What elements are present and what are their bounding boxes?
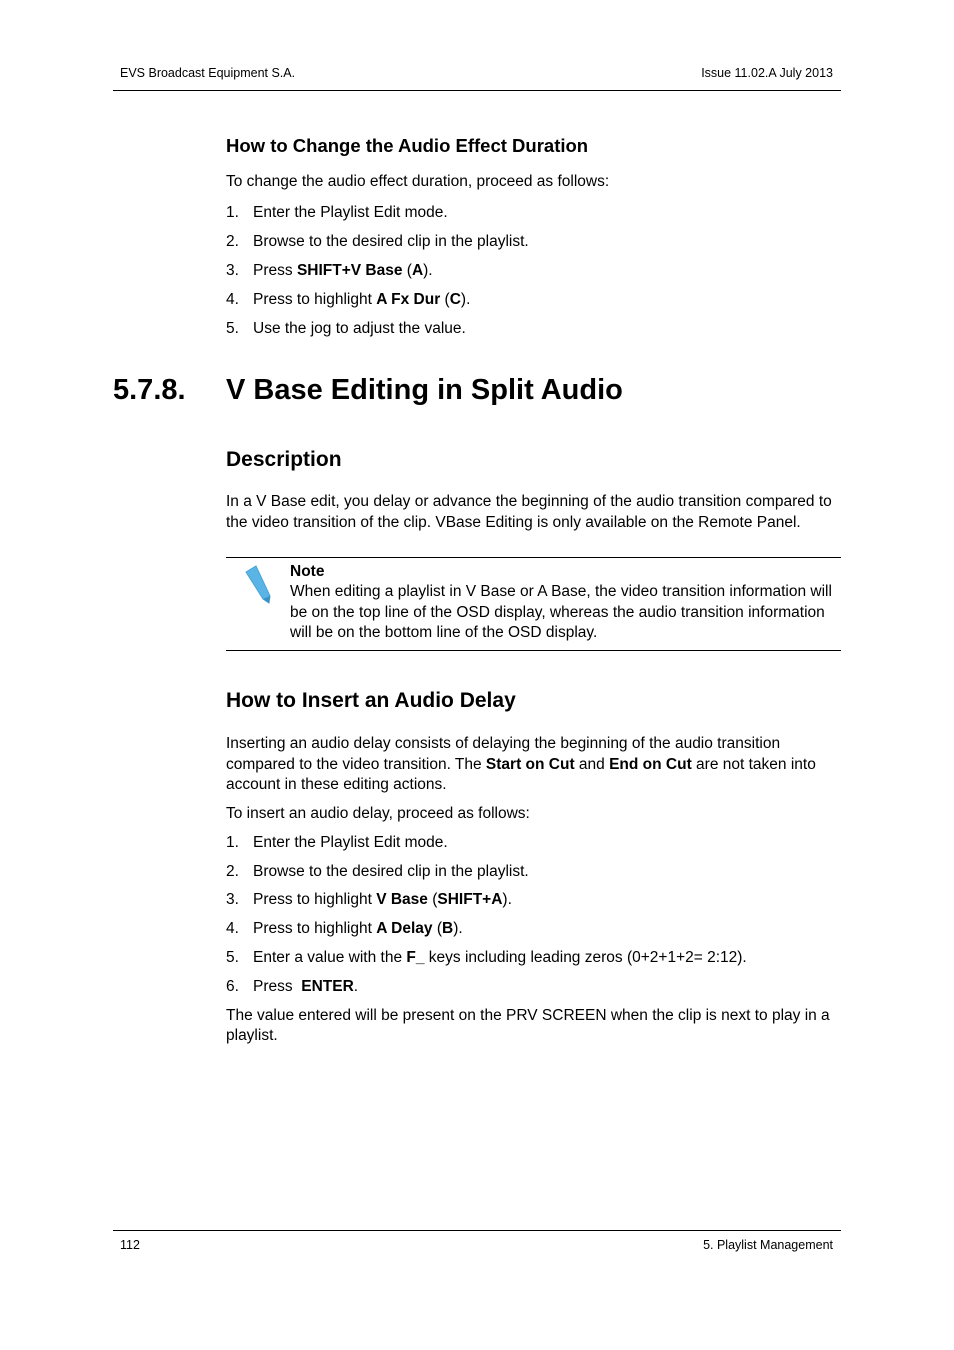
s1-intro: To change the audio effect duration, proceed as follows:	[226, 173, 610, 190]
footer-rule	[113, 1230, 841, 1231]
description-line-1: In a V Base edit, you delay or advance the beginning of the audio transition compared to	[226, 493, 832, 510]
s2-step-5: 5. Enter a value with the F_ keys including leading zeros (0+2+1+2= 2:12).	[226, 949, 747, 966]
s2-outro-line-1: The value entered will be present on the PRV SCREEN when the clip is next to play in a	[226, 1007, 830, 1024]
s1-step-1: 1. Enter the Playlist Edit mode.	[226, 204, 448, 221]
s2-para-line-2: compared to the video transition. The Start on Cut and End on Cut are not taken into	[226, 756, 816, 773]
section-number: 5.7.8.	[113, 374, 186, 406]
note-line-1: When editing a playlist in V Base or A Base, the video transition information will	[290, 583, 832, 600]
header-company: EVS Broadcast Equipment S.A.	[120, 66, 296, 80]
s2-para-line-3: account in these editing actions.	[226, 776, 447, 793]
description-title: Description	[226, 448, 342, 471]
s1-step-3: 3. Press SHIFT+V Base (A).	[226, 262, 433, 279]
s2-intro: To insert an audio delay, proceed as follows:	[226, 805, 530, 822]
s2-step-4: 4. Press to highlight A Delay (B).	[226, 920, 463, 937]
note-top-rule	[226, 557, 841, 558]
s1-step-4: 4. Press to highlight A Fx Dur (C).	[226, 291, 471, 308]
s2-step-6: 6. Press ENTER.	[226, 978, 359, 995]
section-title: V Base Editing in Split Audio	[226, 374, 623, 406]
note-bottom-rule	[226, 650, 841, 651]
footer-chapter: 5. Playlist Management	[703, 1238, 833, 1252]
s1-step-5: 5. Use the jog to adjust the value.	[226, 320, 466, 337]
s1-step-2: 2. Browse to the desired clip in the playlist.	[226, 233, 529, 250]
note-line-2: be on the top line of the OSD display, whereas the audio transition information	[290, 604, 825, 621]
s2-step-3: 3. Press to highlight V Base (SHIFT+A).	[226, 891, 512, 908]
header-issue: Issue 11.02.A July 2013	[701, 66, 833, 80]
description-line-2: the video transition of the clip. VBase Editing is only available on the Remote Panel.	[226, 514, 801, 531]
header-rule	[113, 90, 841, 91]
s2-outro-line-2: playlist.	[226, 1027, 278, 1044]
note-line-3: will be on the bottom line of the OSD display.	[290, 624, 598, 641]
s1-title: How to Change the Audio Effect Duration	[226, 135, 589, 156]
pencil-icon	[242, 562, 274, 604]
s2-step-2: 2. Browse to the desired clip in the playlist.	[226, 863, 529, 880]
s2-para-line-1: Inserting an audio delay consists of delaying the beginning of the audio transition	[226, 735, 781, 752]
footer-page-number: 112	[120, 1238, 140, 1252]
s2-title: How to Insert an Audio Delay	[226, 689, 516, 712]
s2-step-1: 1. Enter the Playlist Edit mode.	[226, 834, 448, 851]
note-label: Note	[290, 563, 325, 580]
